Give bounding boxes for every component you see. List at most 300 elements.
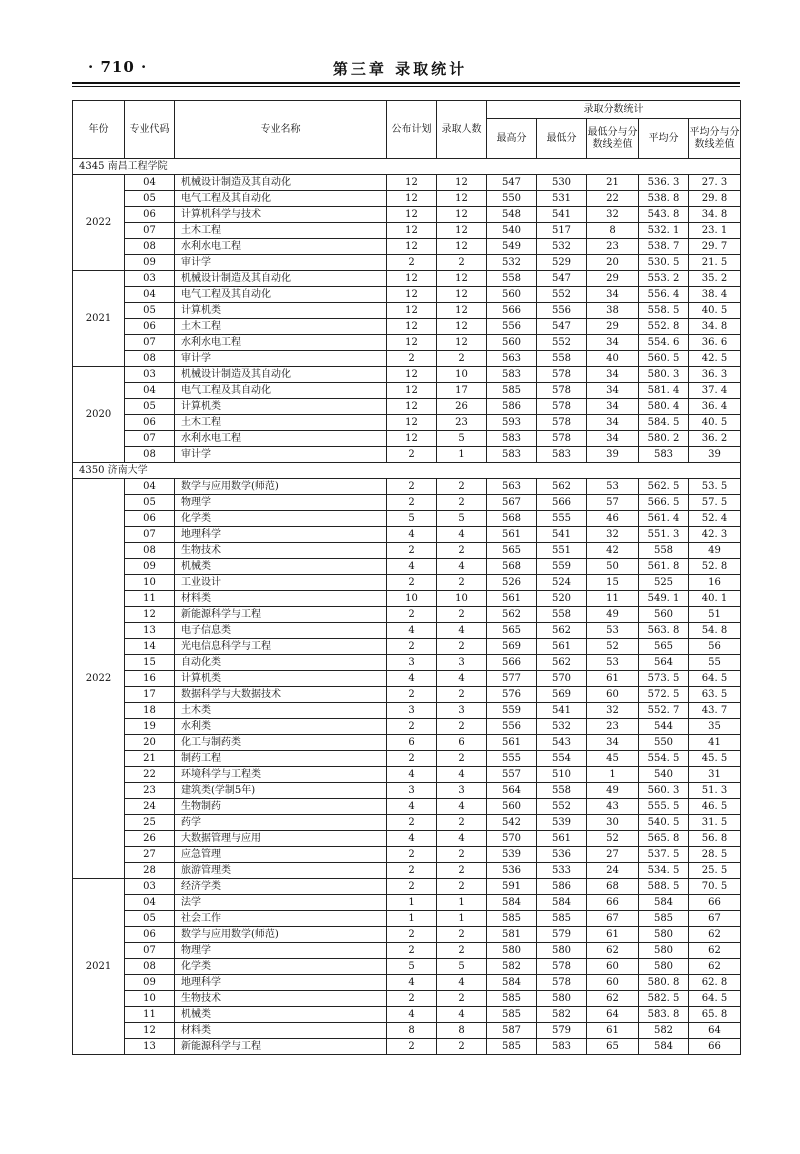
table-row xyxy=(73,207,741,223)
plan-cell: 12 xyxy=(387,287,437,303)
avg-cell: 537. 5 xyxy=(639,847,689,863)
max-cell: 585 xyxy=(487,1039,537,1055)
max-cell: 548 xyxy=(487,207,537,223)
plan-cell: 2 xyxy=(387,815,437,831)
min-diff-cell: 40 xyxy=(587,351,639,367)
min-cell: 569 xyxy=(537,687,587,703)
max-cell: 550 xyxy=(487,191,537,207)
avg-diff-cell: 29. 8 xyxy=(689,191,741,207)
code-cell: 13 xyxy=(125,1039,175,1055)
table-row xyxy=(73,767,741,783)
min-cell: 579 xyxy=(537,927,587,943)
max-cell: 569 xyxy=(487,639,537,655)
avg-diff-cell: 63. 5 xyxy=(689,687,741,703)
max-cell: 570 xyxy=(487,831,537,847)
header-rule xyxy=(72,82,740,84)
code-cell: 10 xyxy=(125,575,175,591)
max-cell: 587 xyxy=(487,1023,537,1039)
name-cell: 机械设计制造及其自动化 xyxy=(175,175,387,191)
avg-cell: 551. 3 xyxy=(639,527,689,543)
table-row xyxy=(73,399,741,415)
avg-diff-cell: 66 xyxy=(689,895,741,911)
admitted-cell: 5 xyxy=(437,431,487,447)
plan-cell: 2 xyxy=(387,639,437,655)
min-cell: 510 xyxy=(537,767,587,783)
min-cell: 555 xyxy=(537,511,587,527)
avg-diff-cell: 66 xyxy=(689,1039,741,1055)
table-row xyxy=(73,479,741,495)
avg-cell: 566. 5 xyxy=(639,495,689,511)
max-cell: 580 xyxy=(487,943,537,959)
min-cell: 547 xyxy=(537,271,587,287)
min-diff-cell: 20 xyxy=(587,255,639,271)
code-cell: 08 xyxy=(125,543,175,559)
code-cell: 03 xyxy=(125,367,175,383)
year-cell: 2022 xyxy=(73,479,125,879)
chapter-title: 第三章 录取统计 xyxy=(332,60,468,78)
name-cell: 经济学类 xyxy=(175,879,387,895)
code-cell: 08 xyxy=(125,239,175,255)
max-cell: 542 xyxy=(487,815,537,831)
max-cell: 582 xyxy=(487,959,537,975)
avg-diff-cell: 16 xyxy=(689,575,741,591)
min-diff-cell: 32 xyxy=(587,703,639,719)
avg-diff-cell: 65. 8 xyxy=(689,1007,741,1023)
min-cell: 558 xyxy=(537,351,587,367)
code-cell: 23 xyxy=(125,783,175,799)
table-row xyxy=(73,351,741,367)
name-cell: 新能源科学与工程 xyxy=(175,1039,387,1055)
max-cell: 563 xyxy=(487,351,537,367)
avg-cell: 584 xyxy=(639,1039,689,1055)
table-row xyxy=(73,287,741,303)
header-max: 最高分 xyxy=(487,119,537,159)
table-row xyxy=(73,943,741,959)
plan-cell: 2 xyxy=(387,607,437,623)
table-row xyxy=(73,671,741,687)
min-cell: 543 xyxy=(537,735,587,751)
school-name: 4345 南昌工程学院 xyxy=(73,159,741,175)
avg-diff-cell: 34. 8 xyxy=(689,207,741,223)
min-cell: 558 xyxy=(537,607,587,623)
min-cell: 580 xyxy=(537,991,587,1007)
min-cell: 578 xyxy=(537,959,587,975)
code-cell: 18 xyxy=(125,703,175,719)
table-row xyxy=(73,623,741,639)
avg-diff-cell: 62 xyxy=(689,927,741,943)
avg-cell: 561. 4 xyxy=(639,511,689,527)
min-cell: 552 xyxy=(537,335,587,351)
admitted-cell: 12 xyxy=(437,175,487,191)
plan-cell: 2 xyxy=(387,447,437,463)
name-cell: 土木工程 xyxy=(175,415,387,431)
plan-cell: 4 xyxy=(387,1007,437,1023)
table-row xyxy=(73,1007,741,1023)
min-diff-cell: 68 xyxy=(587,879,639,895)
avg-diff-cell: 46. 5 xyxy=(689,799,741,815)
table-row xyxy=(73,591,741,607)
min-diff-cell: 62 xyxy=(587,943,639,959)
min-diff-cell: 52 xyxy=(587,831,639,847)
name-cell: 地理科学 xyxy=(175,975,387,991)
max-cell: 585 xyxy=(487,383,537,399)
avg-cell: 581. 4 xyxy=(639,383,689,399)
plan-cell: 8 xyxy=(387,1023,437,1039)
table-row xyxy=(73,975,741,991)
name-cell: 物理学 xyxy=(175,943,387,959)
avg-cell: 560 xyxy=(639,607,689,623)
avg-cell: 564 xyxy=(639,655,689,671)
avg-cell: 563. 8 xyxy=(639,623,689,639)
min-diff-cell: 61 xyxy=(587,671,639,687)
code-cell: 27 xyxy=(125,847,175,863)
min-diff-cell: 34 xyxy=(587,399,639,415)
avg-diff-cell: 54. 8 xyxy=(689,623,741,639)
name-cell: 化学类 xyxy=(175,511,387,527)
code-cell: 13 xyxy=(125,623,175,639)
admitted-cell: 1 xyxy=(437,895,487,911)
admitted-cell: 12 xyxy=(437,287,487,303)
admitted-cell: 4 xyxy=(437,831,487,847)
min-cell: 566 xyxy=(537,495,587,511)
admitted-cell: 26 xyxy=(437,399,487,415)
name-cell: 物理学 xyxy=(175,495,387,511)
admitted-cell: 2 xyxy=(437,687,487,703)
table-row xyxy=(73,735,741,751)
code-cell: 11 xyxy=(125,1007,175,1023)
admitted-cell: 5 xyxy=(437,959,487,975)
min-diff-cell: 49 xyxy=(587,783,639,799)
code-cell: 20 xyxy=(125,735,175,751)
avg-diff-cell: 40. 5 xyxy=(689,303,741,319)
avg-cell: 553. 2 xyxy=(639,271,689,287)
code-cell: 05 xyxy=(125,191,175,207)
min-diff-cell: 32 xyxy=(587,527,639,543)
max-cell: 585 xyxy=(487,991,537,1007)
table-row xyxy=(73,879,741,895)
name-cell: 工业设计 xyxy=(175,575,387,591)
table-row xyxy=(73,431,741,447)
min-diff-cell: 42 xyxy=(587,543,639,559)
code-cell: 07 xyxy=(125,223,175,239)
name-cell: 新能源科学与工程 xyxy=(175,607,387,623)
year-cell: 2021 xyxy=(73,271,125,367)
table-row xyxy=(73,223,741,239)
admitted-cell: 12 xyxy=(437,207,487,223)
code-cell: 15 xyxy=(125,655,175,671)
max-cell: 532 xyxy=(487,255,537,271)
name-cell: 电子信息类 xyxy=(175,623,387,639)
name-cell: 旅游管理类 xyxy=(175,863,387,879)
avg-cell: 560. 3 xyxy=(639,783,689,799)
name-cell: 土木工程 xyxy=(175,319,387,335)
avg-cell: 554. 5 xyxy=(639,751,689,767)
avg-cell: 555. 5 xyxy=(639,799,689,815)
min-cell: 547 xyxy=(537,319,587,335)
name-cell: 审计学 xyxy=(175,255,387,271)
code-cell: 06 xyxy=(125,319,175,335)
min-cell: 578 xyxy=(537,399,587,415)
plan-cell: 4 xyxy=(387,623,437,639)
avg-cell: 540 xyxy=(639,767,689,783)
code-cell: 05 xyxy=(125,399,175,415)
table-row xyxy=(73,495,741,511)
min-diff-cell: 30 xyxy=(587,815,639,831)
admitted-cell: 2 xyxy=(437,479,487,495)
min-cell: 532 xyxy=(537,239,587,255)
header-avg-diff: 平均分与分数线差值 xyxy=(689,119,741,159)
min-cell: 541 xyxy=(537,527,587,543)
avg-cell: 583 xyxy=(639,447,689,463)
min-diff-cell: 61 xyxy=(587,927,639,943)
code-cell: 03 xyxy=(125,879,175,895)
max-cell: 577 xyxy=(487,671,537,687)
avg-diff-cell: 31 xyxy=(689,767,741,783)
table-row xyxy=(73,863,741,879)
admitted-cell: 1 xyxy=(437,911,487,927)
max-cell: 584 xyxy=(487,895,537,911)
min-diff-cell: 61 xyxy=(587,1023,639,1039)
max-cell: 560 xyxy=(487,799,537,815)
avg-diff-cell: 40. 5 xyxy=(689,415,741,431)
plan-cell: 10 xyxy=(387,591,437,607)
min-cell: 551 xyxy=(537,543,587,559)
avg-cell: 552. 8 xyxy=(639,319,689,335)
name-cell: 计算机科学与技术 xyxy=(175,207,387,223)
min-cell: 578 xyxy=(537,383,587,399)
avg-cell: 543. 8 xyxy=(639,207,689,223)
max-cell: 561 xyxy=(487,591,537,607)
name-cell: 电气工程及其自动化 xyxy=(175,287,387,303)
admitted-cell: 12 xyxy=(437,239,487,255)
avg-diff-cell: 64. 5 xyxy=(689,991,741,1007)
avg-cell: 580. 8 xyxy=(639,975,689,991)
code-cell: 06 xyxy=(125,927,175,943)
table-row xyxy=(73,895,741,911)
avg-cell: 573. 5 xyxy=(639,671,689,687)
name-cell: 土木工程 xyxy=(175,223,387,239)
avg-diff-cell: 36. 4 xyxy=(689,399,741,415)
min-diff-cell: 24 xyxy=(587,863,639,879)
name-cell: 生物制药 xyxy=(175,799,387,815)
code-cell: 06 xyxy=(125,415,175,431)
admitted-cell: 8 xyxy=(437,1023,487,1039)
admitted-cell: 2 xyxy=(437,815,487,831)
avg-cell: 580. 4 xyxy=(639,399,689,415)
plan-cell: 12 xyxy=(387,335,437,351)
max-cell: 562 xyxy=(487,607,537,623)
min-diff-cell: 49 xyxy=(587,607,639,623)
code-cell: 08 xyxy=(125,351,175,367)
admitted-cell: 6 xyxy=(437,735,487,751)
min-cell: 578 xyxy=(537,431,587,447)
name-cell: 水利水电工程 xyxy=(175,335,387,351)
min-diff-cell: 53 xyxy=(587,655,639,671)
name-cell: 数学与应用数学(师范) xyxy=(175,927,387,943)
avg-cell: 580 xyxy=(639,943,689,959)
avg-diff-cell: 52. 8 xyxy=(689,559,741,575)
table-row xyxy=(73,1023,741,1039)
min-diff-cell: 38 xyxy=(587,303,639,319)
name-cell: 数据科学与大数据技术 xyxy=(175,687,387,703)
admitted-cell: 12 xyxy=(437,271,487,287)
header-code: 专业代码 xyxy=(125,101,175,159)
table-body xyxy=(73,159,741,1055)
admitted-cell: 3 xyxy=(437,783,487,799)
min-diff-cell: 65 xyxy=(587,1039,639,1055)
table-row xyxy=(73,255,741,271)
avg-diff-cell: 56 xyxy=(689,639,741,655)
name-cell: 机械类 xyxy=(175,559,387,575)
table-row xyxy=(73,959,741,975)
admitted-cell: 12 xyxy=(437,335,487,351)
plan-cell: 12 xyxy=(387,271,437,287)
code-cell: 25 xyxy=(125,815,175,831)
plan-cell: 2 xyxy=(387,751,437,767)
min-diff-cell: 50 xyxy=(587,559,639,575)
min-cell: 554 xyxy=(537,751,587,767)
avg-cell: 556. 4 xyxy=(639,287,689,303)
plan-cell: 4 xyxy=(387,559,437,575)
max-cell: 565 xyxy=(487,543,537,559)
avg-cell: 572. 5 xyxy=(639,687,689,703)
table-row xyxy=(73,703,741,719)
code-cell: 16 xyxy=(125,671,175,687)
max-cell: 556 xyxy=(487,319,537,335)
name-cell: 计算机类 xyxy=(175,303,387,319)
table-row xyxy=(73,719,741,735)
plan-cell: 2 xyxy=(387,1039,437,1055)
min-cell: 520 xyxy=(537,591,587,607)
min-diff-cell: 46 xyxy=(587,511,639,527)
plan-cell: 12 xyxy=(387,399,437,415)
max-cell: 591 xyxy=(487,879,537,895)
admitted-cell: 17 xyxy=(437,383,487,399)
avg-diff-cell: 64. 5 xyxy=(689,671,741,687)
header-name: 专业名称 xyxy=(175,101,387,159)
max-cell: 565 xyxy=(487,623,537,639)
plan-cell: 6 xyxy=(387,735,437,751)
avg-cell: 580 xyxy=(639,927,689,943)
admitted-cell: 2 xyxy=(437,991,487,1007)
min-cell: 562 xyxy=(537,479,587,495)
min-diff-cell: 23 xyxy=(587,719,639,735)
min-diff-cell: 60 xyxy=(587,687,639,703)
max-cell: 555 xyxy=(487,751,537,767)
name-cell: 建筑类(学制5年) xyxy=(175,783,387,799)
code-cell: 04 xyxy=(125,895,175,911)
min-diff-cell: 34 xyxy=(587,431,639,447)
code-cell: 04 xyxy=(125,383,175,399)
year-cell: 2020 xyxy=(73,367,125,463)
admitted-cell: 23 xyxy=(437,415,487,431)
avg-diff-cell: 62. 8 xyxy=(689,975,741,991)
min-cell: 517 xyxy=(537,223,587,239)
min-cell: 552 xyxy=(537,287,587,303)
table-row xyxy=(73,319,741,335)
min-diff-cell: 21 xyxy=(587,175,639,191)
table-header xyxy=(73,101,741,159)
avg-diff-cell: 64 xyxy=(689,1023,741,1039)
max-cell: 539 xyxy=(487,847,537,863)
avg-diff-cell: 51. 3 xyxy=(689,783,741,799)
code-cell: 05 xyxy=(125,495,175,511)
school-row xyxy=(73,463,741,479)
min-cell: 561 xyxy=(537,831,587,847)
min-diff-cell: 45 xyxy=(587,751,639,767)
name-cell: 计算机类 xyxy=(175,671,387,687)
table-row xyxy=(73,527,741,543)
code-cell: 08 xyxy=(125,959,175,975)
min-cell: 578 xyxy=(537,415,587,431)
max-cell: 547 xyxy=(487,175,537,191)
name-cell: 审计学 xyxy=(175,447,387,463)
code-cell: 24 xyxy=(125,799,175,815)
page-number: · 710 · xyxy=(88,58,148,76)
admitted-cell: 2 xyxy=(437,751,487,767)
table-row xyxy=(73,607,741,623)
table-row xyxy=(73,831,741,847)
avg-diff-cell: 35 xyxy=(689,719,741,735)
min-cell: 578 xyxy=(537,975,587,991)
avg-diff-cell: 62 xyxy=(689,959,741,975)
avg-diff-cell: 53. 5 xyxy=(689,479,741,495)
code-cell: 12 xyxy=(125,1023,175,1039)
max-cell: 560 xyxy=(487,335,537,351)
min-diff-cell: 67 xyxy=(587,911,639,927)
avg-diff-cell: 28. 5 xyxy=(689,847,741,863)
name-cell: 材料类 xyxy=(175,1023,387,1039)
code-cell: 09 xyxy=(125,559,175,575)
max-cell: 549 xyxy=(487,239,537,255)
max-cell: 568 xyxy=(487,559,537,575)
avg-cell: 538. 7 xyxy=(639,239,689,255)
max-cell: 567 xyxy=(487,495,537,511)
plan-cell: 2 xyxy=(387,687,437,703)
min-cell: 582 xyxy=(537,1007,587,1023)
table-row xyxy=(73,559,741,575)
min-cell: 532 xyxy=(537,719,587,735)
admitted-cell: 5 xyxy=(437,511,487,527)
avg-diff-cell: 55 xyxy=(689,655,741,671)
min-diff-cell: 1 xyxy=(587,767,639,783)
table-row xyxy=(73,239,741,255)
admitted-cell: 10 xyxy=(437,367,487,383)
avg-cell: 585 xyxy=(639,911,689,927)
admitted-cell: 2 xyxy=(437,639,487,655)
avg-diff-cell: 57. 5 xyxy=(689,495,741,511)
avg-diff-cell: 41 xyxy=(689,735,741,751)
admitted-cell: 2 xyxy=(437,847,487,863)
max-cell: 584 xyxy=(487,975,537,991)
table-row xyxy=(73,815,741,831)
min-diff-cell: 11 xyxy=(587,591,639,607)
name-cell: 机械设计制造及其自动化 xyxy=(175,367,387,383)
header-avg: 平均分 xyxy=(639,119,689,159)
code-cell: 26 xyxy=(125,831,175,847)
admitted-cell: 3 xyxy=(437,655,487,671)
avg-cell: 536. 3 xyxy=(639,175,689,191)
code-cell: 07 xyxy=(125,431,175,447)
table-row xyxy=(73,191,741,207)
min-diff-cell: 60 xyxy=(587,975,639,991)
table-row xyxy=(73,383,741,399)
plan-cell: 2 xyxy=(387,927,437,943)
admitted-cell: 4 xyxy=(437,975,487,991)
plan-cell: 2 xyxy=(387,847,437,863)
table-row xyxy=(73,447,741,463)
code-cell: 05 xyxy=(125,303,175,319)
